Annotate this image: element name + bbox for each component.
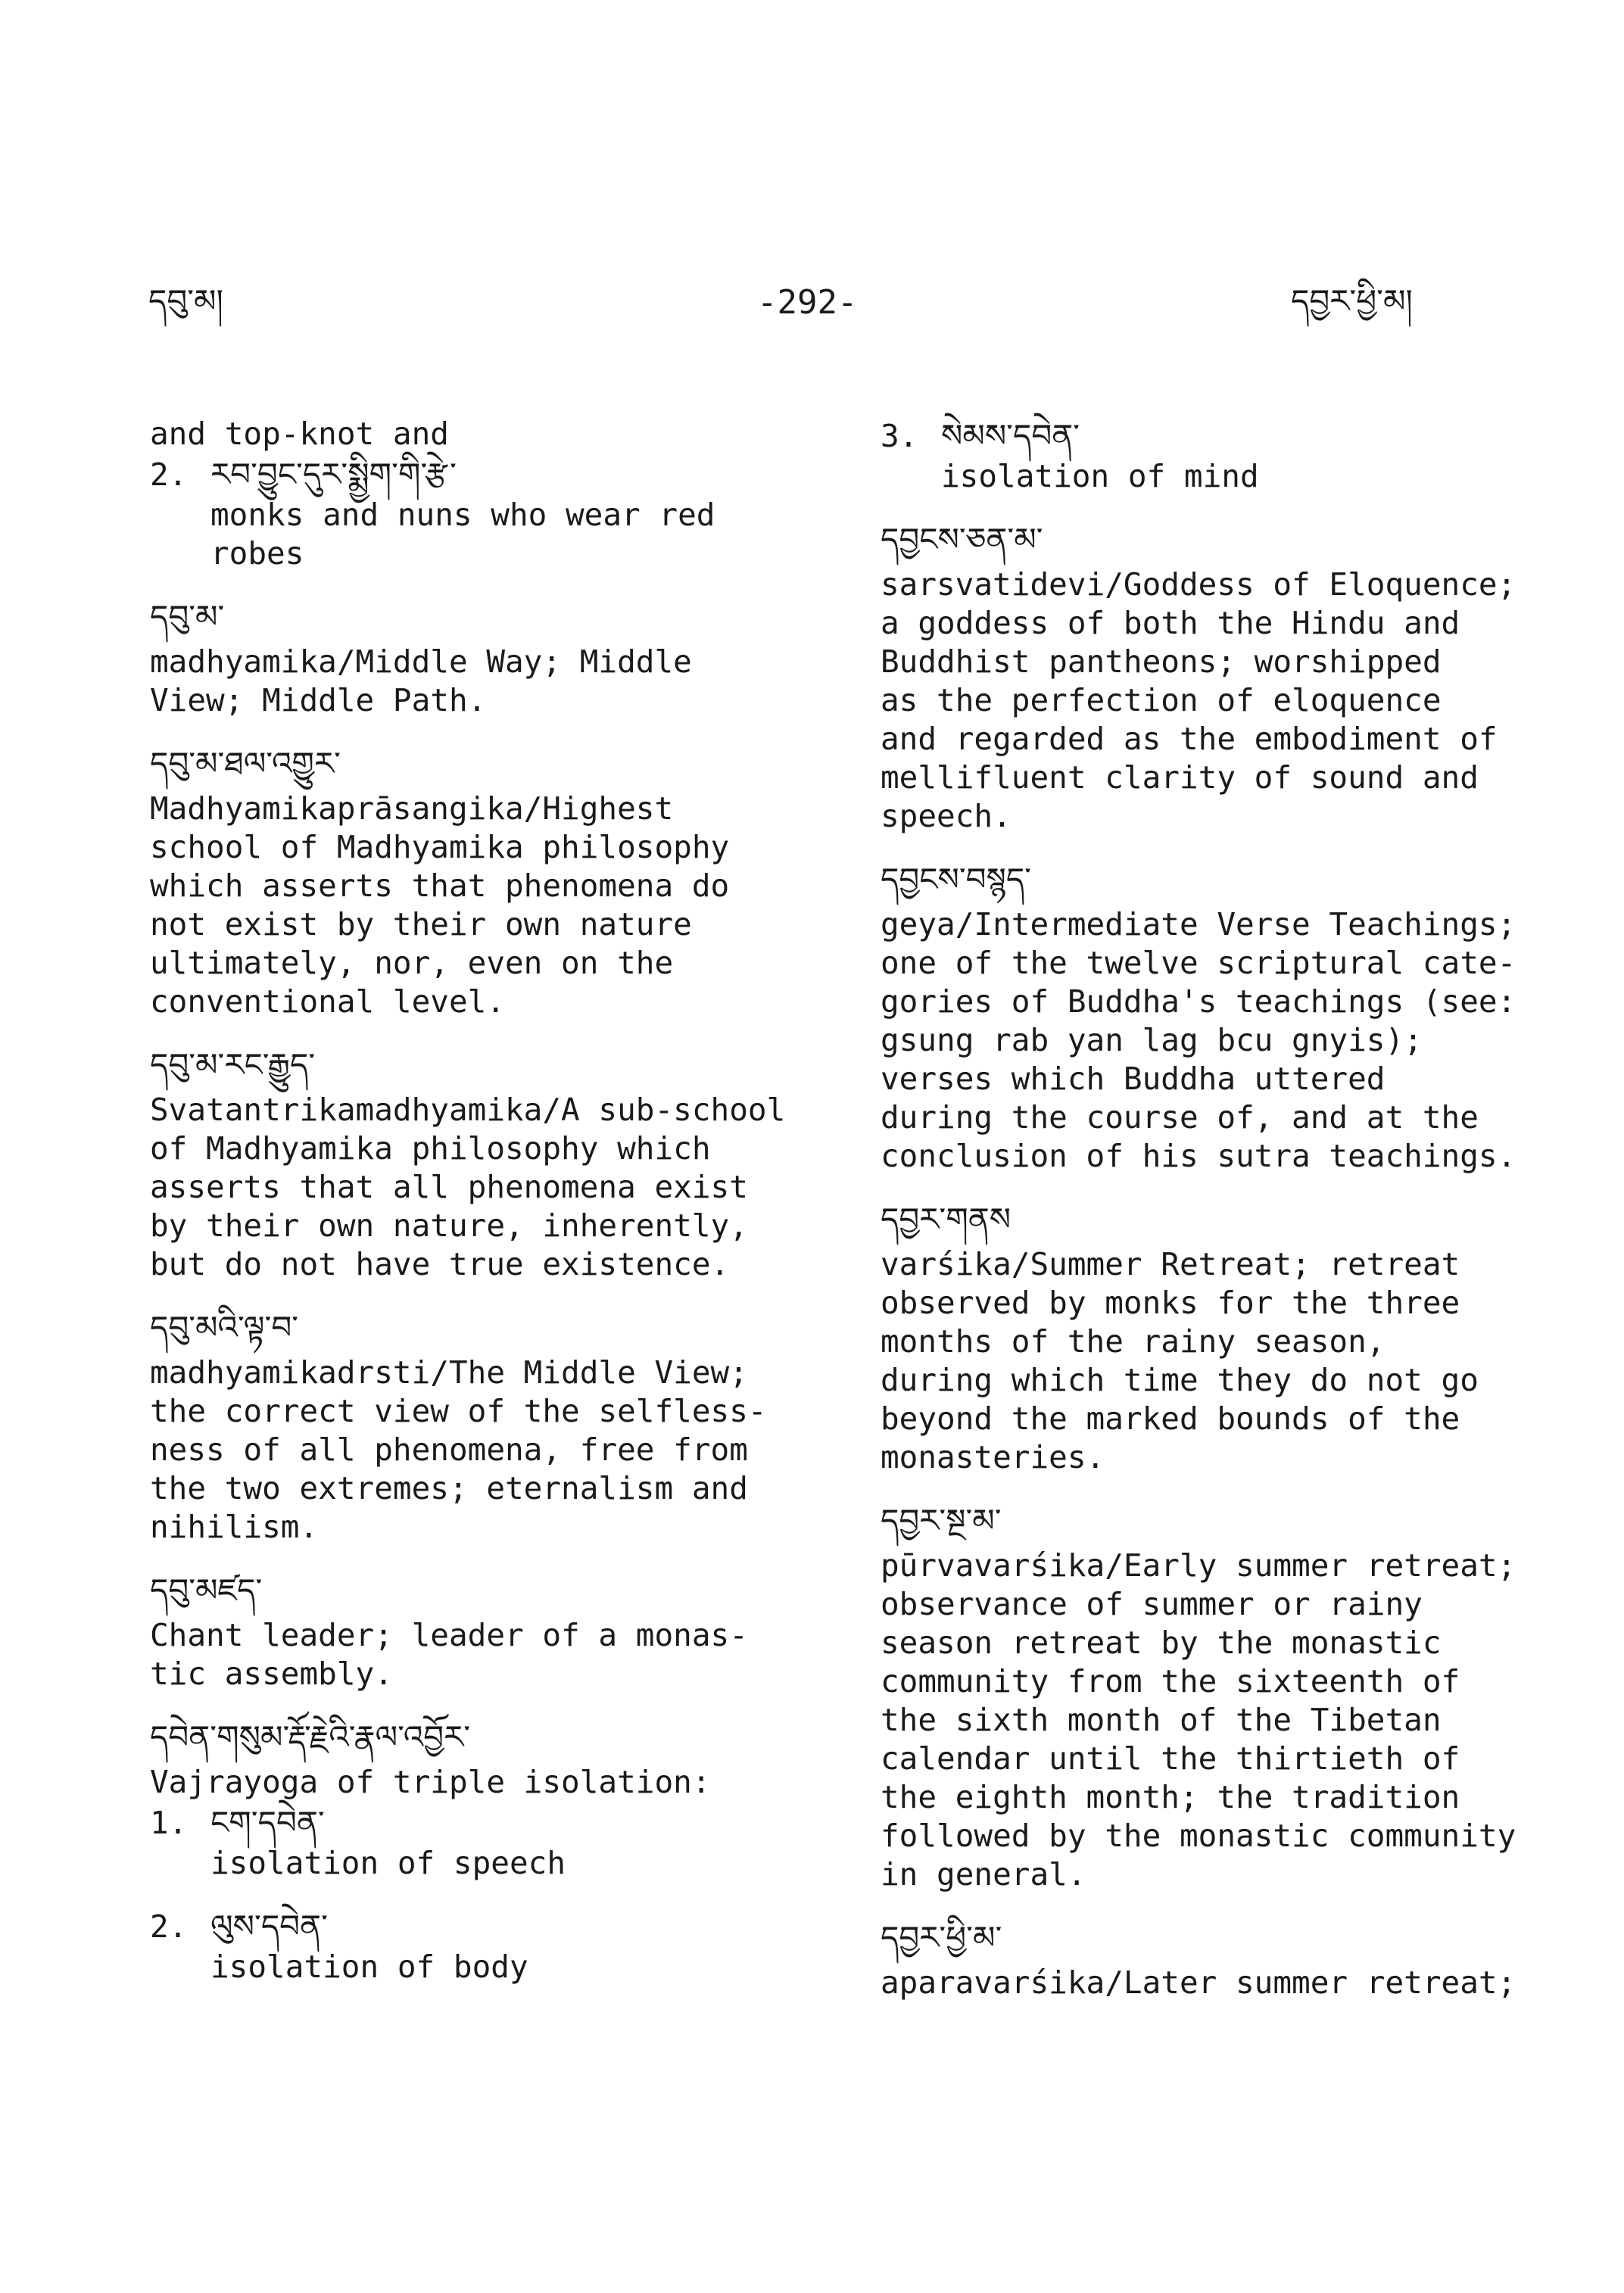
item-line: isolation of speech bbox=[210, 1845, 566, 1881]
entry-line: Buddhist pantheons; worshipped bbox=[881, 643, 1442, 680]
entry-line: calendar until the thirtieth of bbox=[881, 1740, 1460, 1777]
entry-headword: དབུ་མཛད་ bbox=[150, 1572, 263, 1609]
continuation-item bbox=[881, 415, 1577, 496]
list-item bbox=[150, 1905, 831, 1986]
running-head-left: དབུ་མ། bbox=[148, 282, 223, 319]
entry-line: school of Madhyamika philosophy bbox=[150, 829, 730, 865]
entry-line: a goddess of both the Hindu and bbox=[881, 605, 1460, 641]
entry-line: geya/Intermediate Verse Teachings; bbox=[881, 906, 1516, 942]
entry-line: ness of all phenomena, free from bbox=[150, 1432, 748, 1468]
continuation-item bbox=[150, 453, 831, 573]
entry-line: Svatantrikamadhyamika/A sub-school bbox=[150, 1092, 786, 1128]
entry-headword: དབུ་མ་རང་རྒྱུད་ bbox=[150, 1046, 316, 1083]
entry-line: asserts that all phenomena exist bbox=[150, 1169, 748, 1205]
entry-svatantrika bbox=[150, 1044, 831, 1284]
entry-line: as the perfection of eloquence bbox=[881, 682, 1442, 718]
entry-line: during which time they do not go bbox=[881, 1362, 1479, 1398]
entry-line: of Madhyamika philosophy which bbox=[150, 1130, 711, 1167]
entry-line: one of the twelve scriptural cate- bbox=[881, 945, 1516, 981]
entry-line: Vajrayoga of triple isolation: bbox=[150, 1764, 711, 1800]
item-tibetan: རབ་བྱུང་དུར་སྨྱིག་གི་རྩེ་ bbox=[210, 456, 457, 493]
entry-headword: དབེན་གསུམ་རྡོ་རྗེའི་རྣལ་འབྱོར་ bbox=[150, 1718, 471, 1756]
item-tibetan: སེམས་དབེན་ bbox=[941, 417, 1080, 454]
entry-line: the sixth month of the Tibetan bbox=[881, 1702, 1442, 1738]
entry-headword: དབྱངས་བསྙད་ bbox=[881, 861, 1031, 898]
entry-line: tic assembly. bbox=[150, 1656, 393, 1692]
entry-line: beyond the marked bounds of the bbox=[881, 1400, 1460, 1437]
entry-line: the eighth month; the tradition bbox=[881, 1779, 1460, 1815]
page-number: -292- bbox=[757, 283, 858, 322]
entry-line: mellifluent clarity of sound and bbox=[881, 759, 1479, 796]
entry-line: sarsvatidevi/Goddess of Eloquence; bbox=[881, 566, 1516, 603]
entry-line: Madhyamikaprāsangika/Highest bbox=[150, 790, 674, 827]
entry-line: monasteries. bbox=[881, 1439, 1105, 1475]
entry-line: community from the sixteenth of bbox=[881, 1663, 1460, 1699]
entry-line: season retreat by the monastic bbox=[881, 1625, 1442, 1661]
entry-headword: དབྱར་ཕྱི་མ་ bbox=[881, 1919, 1002, 1956]
entry-line: which asserts that phenomena do bbox=[150, 868, 730, 904]
entry-sarasvati bbox=[881, 519, 1577, 836]
entry-headword: དབྱངས་ཅན་མ་ bbox=[881, 521, 1043, 558]
entry-line: and regarded as the embodiment of bbox=[881, 721, 1498, 757]
entry-headword: དབུ་མའི་ལྟ་བ་ bbox=[150, 1309, 299, 1346]
entry-middle-view bbox=[150, 1307, 831, 1547]
item-number: 3. bbox=[881, 418, 918, 454]
entry-madhyamika bbox=[150, 596, 831, 720]
entry-triple-isolation bbox=[150, 1716, 831, 1986]
entry-line: months of the rainy season, bbox=[881, 1323, 1386, 1360]
entry-chant-leader bbox=[150, 1569, 831, 1693]
right-column bbox=[881, 415, 1577, 2002]
entry-line: Chant leader; leader of a monas- bbox=[150, 1617, 748, 1653]
entry-line: madhyamikadrsti/The Middle View; bbox=[150, 1354, 748, 1391]
list-item bbox=[150, 1802, 831, 1883]
entry-headword: དབུ་མ་ཐལ་འགྱུར་ bbox=[150, 745, 341, 782]
entry-geya bbox=[881, 858, 1577, 1176]
entry-line: conventional level. bbox=[150, 983, 505, 1020]
entry-line: conclusion of his sutra teachings. bbox=[881, 1138, 1516, 1174]
entry-line: speech. bbox=[881, 798, 1011, 834]
item-tibetan: ངག་དབེན་ bbox=[210, 1804, 325, 1841]
entry-line: not exist by their own nature bbox=[150, 906, 692, 942]
entry-line: observed by monks for the three bbox=[881, 1285, 1460, 1321]
entry-line: followed by the monastic community bbox=[881, 1818, 1516, 1854]
entry-line: ultimately, nor, even on the bbox=[150, 945, 674, 981]
entry-line: View; Middle Path. bbox=[150, 682, 487, 718]
entry-line: observance of summer or rainy bbox=[881, 1586, 1423, 1622]
entry-line: pūrvavarśika/Early summer retreat; bbox=[881, 1547, 1516, 1584]
entry-line: the correct view of the selfless- bbox=[150, 1393, 767, 1429]
item-number: 2. bbox=[150, 456, 188, 493]
item-tibetan: ལུས་དབེན་ bbox=[210, 1908, 328, 1945]
entry-line: gsung rab yan lag bcu gnyis); bbox=[881, 1022, 1423, 1058]
entry-line: nihilism. bbox=[150, 1509, 319, 1545]
entry-line: the two extremes; eternalism and bbox=[150, 1470, 748, 1506]
entry-line: gories of Buddha's teachings (see: bbox=[881, 983, 1516, 1020]
item-line: robes bbox=[210, 535, 304, 572]
entry-prasangika bbox=[150, 743, 831, 1021]
entry-line: in general. bbox=[881, 1856, 1086, 1893]
item-line: isolation of mind bbox=[941, 458, 1259, 494]
entry-line: madhyamika/Middle Way; Middle bbox=[150, 643, 692, 680]
continuation-line: and top-knot and bbox=[150, 416, 449, 452]
entry-line: but do not have true existence. bbox=[150, 1246, 730, 1282]
entry-line: varśika/Summer Retreat; retreat bbox=[881, 1246, 1460, 1282]
item-number: 2. bbox=[150, 1908, 188, 1945]
entry-headword: དབྱར་སྔ་མ་ bbox=[881, 1502, 1002, 1539]
entry-line: aparavarśika/Later summer retreat; bbox=[881, 1964, 1516, 2001]
entry-line: verses which Buddha uttered bbox=[881, 1061, 1386, 1097]
entry-headword: དབུ་མ་ bbox=[150, 598, 225, 635]
entry-line: by their own nature, inherently, bbox=[150, 1207, 748, 1244]
running-head-right: དབྱར་ཕྱི་མ། bbox=[1291, 282, 1413, 319]
entry-early-retreat bbox=[881, 1500, 1577, 1894]
left-column bbox=[150, 415, 831, 1986]
item-number: 1. bbox=[150, 1805, 188, 1841]
entry-later-retreat bbox=[881, 1917, 1577, 2002]
entry-line: during the course of, and at the bbox=[881, 1099, 1479, 1136]
item-line: isolation of body bbox=[210, 1949, 528, 1985]
item-line: monks and nuns who wear red bbox=[210, 497, 715, 533]
entry-varsika bbox=[881, 1198, 1577, 1477]
entry-headword: དབྱར་གནས bbox=[881, 1201, 1011, 1238]
